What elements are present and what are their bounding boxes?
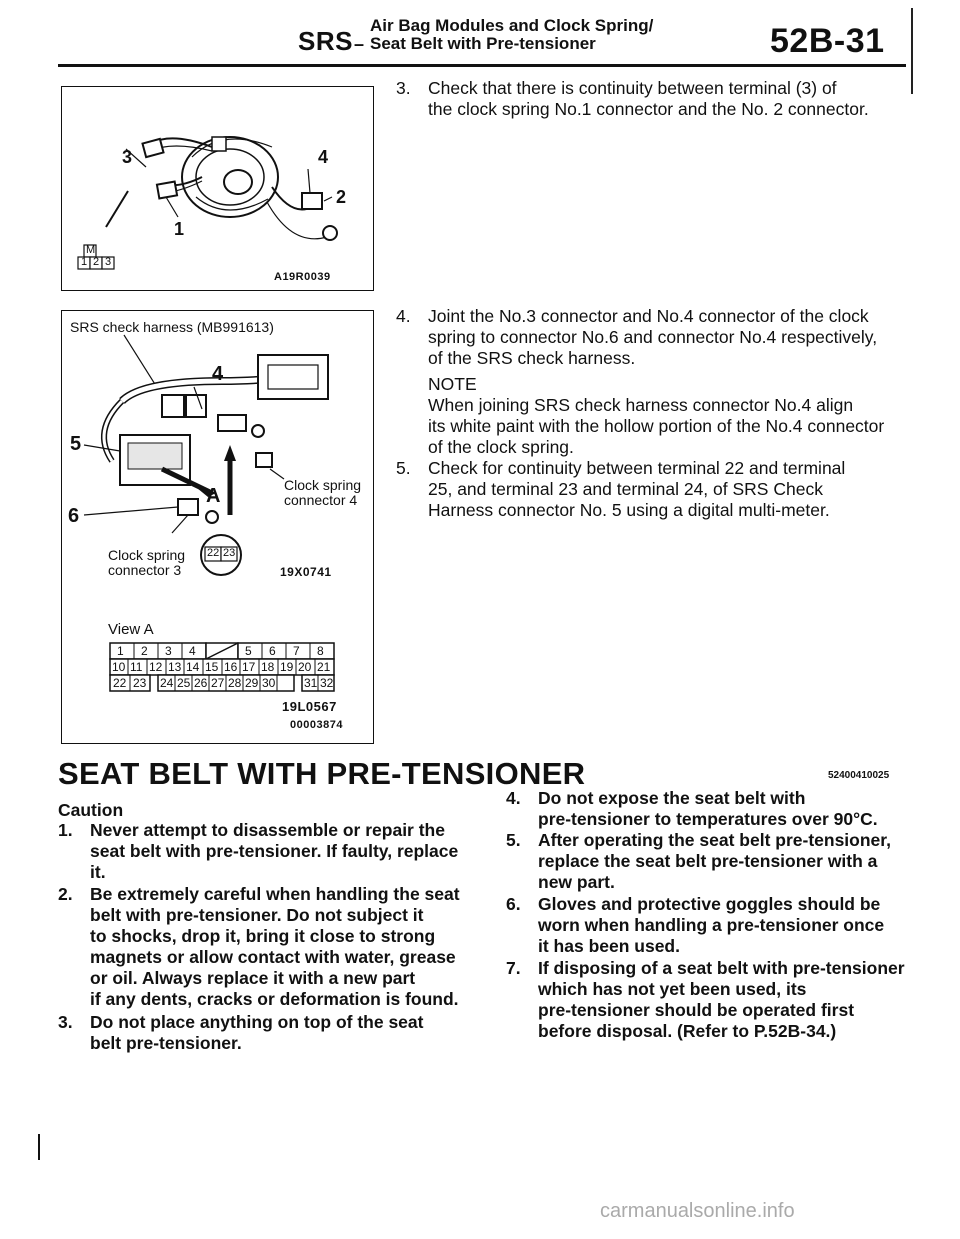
step-5-line: Check for continuity between terminal 22 and terminal xyxy=(428,458,846,478)
terminal: 31 xyxy=(304,676,318,690)
caution-item-5: 5. After operating the seat belt pre-tensioner, replace the seat belt pre-tensioner with a new part. xyxy=(506,830,891,892)
terminal: 17 xyxy=(242,660,256,674)
step-4: 4. Joint the No.3 connector and No.4 connector of the clock spring to connector No.6 and connector No.4 respectively, of the SRS check harness. xyxy=(396,306,878,368)
figure-code: 19L0567 xyxy=(282,699,337,714)
callout-2: 2 xyxy=(336,187,347,207)
clock-spring-figure xyxy=(61,86,374,291)
callout-4: 4 xyxy=(318,147,329,167)
caution-line: Never attempt to disassemble or repair the xyxy=(90,820,445,840)
note-line: When joining SRS check harness connector No.4 align xyxy=(428,395,854,415)
section-title: SEAT BELT WITH PRE-TENSIONER xyxy=(58,756,586,791)
connector-cell: 2 xyxy=(93,256,100,268)
callout-6: 6 xyxy=(68,505,80,527)
terminal: 6 xyxy=(269,644,276,658)
header-section: SRS xyxy=(298,26,353,56)
caution-line: pre-tensioner should be operated first xyxy=(538,1000,855,1020)
terminal: 29 xyxy=(245,676,259,690)
caution-line: pre-tensioner to temperatures over 90°C. xyxy=(538,809,878,829)
step-4-line: spring to connector No.6 and connector No.4 respectively, xyxy=(428,327,878,347)
caution-line: new part. xyxy=(538,872,615,892)
caution-line: seat belt with pre-tensioner. If faulty, replace xyxy=(90,841,459,861)
watermark: carmanualsonline.info xyxy=(600,1200,795,1222)
header-dash: – xyxy=(354,34,365,54)
caution-line: Do not expose the seat belt with xyxy=(538,788,806,808)
connector-cell: 3 xyxy=(105,256,112,268)
terminal: 21 xyxy=(317,660,331,674)
terminal: 12 xyxy=(149,660,163,674)
caution-line: it has been used. xyxy=(538,936,680,956)
terminal: 10 xyxy=(112,660,126,674)
step-3-line: Check that there is continuity between terminal (3) of xyxy=(428,78,837,98)
note-label: NOTE xyxy=(428,374,477,394)
clock-spring-connector-4-label: connector 4 xyxy=(284,492,358,508)
header-title-line1: Air Bag Modules and Clock Spring/ xyxy=(370,16,654,35)
terminal: 26 xyxy=(194,676,208,690)
caution-line: it. xyxy=(90,862,106,882)
terminal-22: 22 xyxy=(207,547,220,559)
caution-line: or oil. Always replace it with a new part xyxy=(90,968,416,988)
callout-a: A xyxy=(206,485,221,507)
terminal: 8 xyxy=(317,644,324,658)
connector-label-m: M xyxy=(86,244,96,256)
step-4-line: Joint the No.3 connector and No.4 connector of the clock xyxy=(428,306,869,326)
header-rule xyxy=(58,64,906,67)
terminal: 22 xyxy=(113,676,127,690)
callout-1: 1 xyxy=(174,219,185,239)
view-a-label: View A xyxy=(108,621,154,638)
caution-item-7: 7. If disposing of a seat belt with pre-tensioner which has not yet been used, its pre-tensioner should be operated first before disposal. (Refer to P.52B-34.) xyxy=(506,958,905,1041)
caution-line: If disposing of a seat belt with pre-tensioner xyxy=(538,958,905,978)
check-harness-figure xyxy=(61,310,374,744)
terminal: 18 xyxy=(261,660,275,674)
terminal: 23 xyxy=(133,676,147,690)
callout-5: 5 xyxy=(70,433,82,455)
terminal: 15 xyxy=(205,660,219,674)
terminal: 7 xyxy=(293,644,300,658)
caution-line: Be extremely careful when handling the seat xyxy=(90,884,460,904)
caution-line: belt pre-tensioner. xyxy=(90,1033,242,1053)
figure-code: A19R0039 xyxy=(274,271,331,283)
caution-line: magnets or allow contact with water, grease xyxy=(90,947,456,967)
callout-3: 3 xyxy=(122,147,133,167)
callout-4: 4 xyxy=(212,363,224,385)
caution-line: which has not yet been used, its xyxy=(538,979,807,999)
caution-line: to shocks, drop it, bring it close to strong xyxy=(90,926,436,946)
terminal: 4 xyxy=(189,644,196,658)
caution-line: before disposal. (Refer to P.52B-34.) xyxy=(538,1021,837,1041)
harness-title: SRS check harness (MB991613) xyxy=(70,319,274,335)
figure-code: 19X0741 xyxy=(280,565,332,579)
caution-line: After operating the seat belt pre-tensioner, xyxy=(538,830,891,850)
step-5-line: Harness connector No. 5 using a digital multi-meter. xyxy=(428,500,830,520)
terminal: 14 xyxy=(186,660,200,674)
terminal-23: 23 xyxy=(223,547,236,559)
terminal: 27 xyxy=(211,676,225,690)
terminal: 5 xyxy=(245,644,252,658)
step-3-line: the clock spring No.1 connector and the No. 2 connector. xyxy=(428,99,869,119)
terminal: 11 xyxy=(130,660,143,674)
terminal: 19 xyxy=(280,660,294,674)
terminal: 25 xyxy=(177,676,191,690)
clock-spring-connector-3-label: Clock spring xyxy=(108,547,186,563)
terminal: 30 xyxy=(262,676,276,690)
header-title-line2: Seat Belt with Pre-tensioner xyxy=(370,34,596,53)
step-5: 5. Check for continuity between terminal 22 and terminal 25, and terminal 23 and terminal 24, of SRS Check Harness connector No. 5 using a digital multi-meter. xyxy=(396,458,846,520)
caution-item-1: 1. Never attempt to disassemble or repair the seat belt with pre-tensioner. If faulty, replace it. xyxy=(58,820,459,882)
step-3: 3. Check that there is continuity between terminal (3) of the clock spring No.1 connector and the No. 2 connector. xyxy=(396,78,869,119)
terminal: 2 xyxy=(141,644,148,658)
terminal: 24 xyxy=(160,676,174,690)
caution-line: Do not place anything on top of the seat xyxy=(90,1012,424,1032)
page-number: 52B-31 xyxy=(770,22,885,60)
step-4-line: of the SRS check harness. xyxy=(428,348,636,368)
figure-code: 00003874 xyxy=(290,719,343,731)
section-code: 52400410025 xyxy=(828,770,890,781)
terminal: 3 xyxy=(165,644,172,658)
terminal: 20 xyxy=(298,660,312,674)
caution-line: replace the seat belt pre-tensioner with a xyxy=(538,851,878,871)
connector-cell: 1 xyxy=(81,256,88,268)
caution-line: Gloves and protective goggles should be xyxy=(538,894,881,914)
terminal: 32 xyxy=(320,676,334,690)
terminal: 16 xyxy=(224,660,238,674)
caution-item-2: 2. Be extremely careful when handling the seat belt with pre-tensioner. Do not subject it to shocks, drop it, bring it close to strong magnets or allow contact with water, grease or oil. Always replace it with a new part if any dents, cracks or deformation is found. xyxy=(58,884,460,1009)
step-5-line: 25, and terminal 23 and terminal 24, of SRS Check xyxy=(428,479,823,499)
clock-spring-connector-3-label: connector 3 xyxy=(108,562,182,578)
caution-line: worn when handling a pre-tensioner once xyxy=(538,915,885,935)
note-block xyxy=(428,374,918,458)
clock-spring-connector-4-label: Clock spring xyxy=(284,477,362,493)
note-line: of the clock spring. xyxy=(428,437,574,457)
terminal: 1 xyxy=(117,644,124,658)
caution-item-6: 6. Gloves and protective goggles should be worn when handling a pre-tensioner once it has been used. xyxy=(506,894,885,956)
caution-line: belt with pre-tensioner. Do not subject it xyxy=(90,905,424,925)
note-line: its white paint with the hollow portion of the No.4 connector xyxy=(428,416,885,436)
terminal: 13 xyxy=(168,660,182,674)
caution-line: if any dents, cracks or deformation is found. xyxy=(90,989,459,1009)
caution-item-4: 4. Do not expose the seat belt with pre-tensioner to temperatures over 90°C. xyxy=(506,788,878,829)
terminal: 28 xyxy=(228,676,242,690)
caution-item-3: 3. Do not place anything on top of the seat belt pre-tensioner. xyxy=(58,1012,424,1053)
margin-mark xyxy=(38,1134,40,1160)
caution-label: Caution xyxy=(58,800,124,820)
